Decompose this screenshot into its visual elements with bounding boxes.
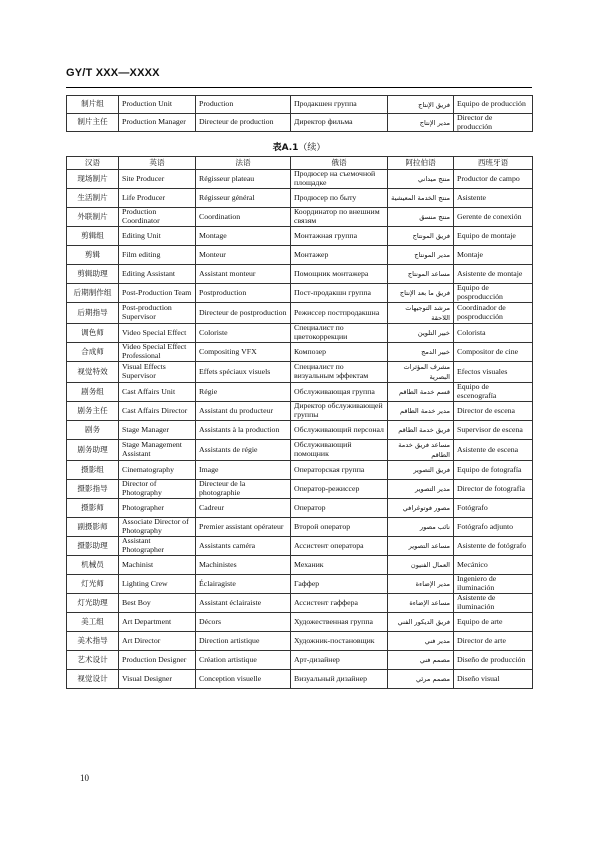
cell-french: Assistant monteur <box>196 265 291 284</box>
table-row <box>67 651 533 670</box>
cell-russian: Продюсер на съемочной площадке <box>291 170 388 189</box>
cell-spanish: Equipo de arte <box>454 613 533 632</box>
cell-french: Régisseur général <box>196 189 291 208</box>
cell-english: Director of Photography <box>119 480 196 499</box>
cell-spanish: Diseño de producción <box>454 651 533 670</box>
cell-russian: Композер <box>291 343 388 362</box>
table-row <box>67 670 533 689</box>
cell-french: Image <box>196 461 291 480</box>
header-arabic: 阿拉伯语 <box>388 157 454 170</box>
cell-chinese: 剪辑助理 <box>67 265 119 284</box>
cell-chinese: 艺术设计 <box>67 651 119 670</box>
cell-chinese: 生活制片 <box>67 189 119 208</box>
cell-arabic: مدير المونتاج <box>388 246 454 265</box>
table-row <box>67 594 533 613</box>
cell-russian: Ассистент оператора <box>291 537 388 556</box>
cell-english: Production Manager <box>119 114 196 132</box>
cell-french: Création artistique <box>196 651 291 670</box>
table-row <box>67 537 533 556</box>
cell-russian: Механик <box>291 556 388 575</box>
cell-russian: Художественная группа <box>291 613 388 632</box>
table-row <box>67 208 533 227</box>
cell-spanish: Asistente de escena <box>454 440 533 461</box>
cell-chinese: 现场制片 <box>67 170 119 189</box>
cell-russian: Монтажная группа <box>291 227 388 246</box>
cell-arabic: فريق خدمة الطاقم <box>388 421 454 440</box>
cell-spanish: Director de escena <box>454 402 533 421</box>
cell-russian: Директор обслуживающей группы <box>291 402 388 421</box>
cell-russian: Художник-постановщик <box>291 632 388 651</box>
cell-russian: Визуальный дизайнер <box>291 670 388 689</box>
cell-spanish: Director de fotografía <box>454 480 533 499</box>
table-row <box>67 383 533 402</box>
cell-chinese: 合成师 <box>67 343 119 362</box>
cell-english: Video Special Effect <box>119 324 196 343</box>
cell-arabic: فريق التصوير <box>388 461 454 480</box>
table-row <box>67 613 533 632</box>
table-row <box>67 402 533 421</box>
cell-arabic: مصور فوتوغرافي <box>388 499 454 518</box>
cell-french: Montage <box>196 227 291 246</box>
cell-arabic: مدير فني <box>388 632 454 651</box>
cell-french: Conception visuelle <box>196 670 291 689</box>
cell-chinese: 摄影助理 <box>67 537 119 556</box>
header-russian: 俄语 <box>291 157 388 170</box>
cell-english: Film editing <box>119 246 196 265</box>
cell-arabic: خبير التلوين <box>388 324 454 343</box>
cell-russian: Специалист по цветокоррекции <box>291 324 388 343</box>
cell-arabic: نائب مصور <box>388 518 454 537</box>
cell-english: Video Special Effect Professional <box>119 343 196 362</box>
cell-chinese: 制片主任 <box>67 114 119 132</box>
cell-french: Compositing VFX <box>196 343 291 362</box>
cell-russian: Пост-продакшн группа <box>291 284 388 303</box>
cell-russian: Обслуживающий персонал <box>291 421 388 440</box>
cell-english: Best Boy <box>119 594 196 613</box>
cell-spanish: Equipo de posproducción <box>454 284 533 303</box>
table-row <box>67 632 533 651</box>
cell-spanish: Ingeniero de iluminación <box>454 575 533 594</box>
cell-english: Production Designer <box>119 651 196 670</box>
cell-english: Cast Affairs Director <box>119 402 196 421</box>
cell-chinese: 剧务助理 <box>67 440 119 461</box>
cell-russian: Операторская группа <box>291 461 388 480</box>
table-row <box>67 518 533 537</box>
cell-russian: Продюсер по быту <box>291 189 388 208</box>
cell-english: Art Director <box>119 632 196 651</box>
cell-arabic: مشرف المؤثرات البصرية <box>388 362 454 383</box>
cell-arabic: مرشد التوجيهات اللاحقة <box>388 303 454 324</box>
cell-english: Cinematography <box>119 461 196 480</box>
cell-spanish: Fotógrafo <box>454 499 533 518</box>
cell-chinese: 剧务主任 <box>67 402 119 421</box>
cell-arabic: مصمم فني <box>388 651 454 670</box>
cell-english: Art Department <box>119 613 196 632</box>
table-row <box>67 343 533 362</box>
cell-arabic: مساعد الإضاءة <box>388 594 454 613</box>
cell-spanish: Director de producción <box>454 114 533 132</box>
cell-arabic: منتج ميداني <box>388 170 454 189</box>
cell-chinese: 摄影师 <box>67 499 119 518</box>
table-row <box>67 480 533 499</box>
cell-spanish: Equipo de montaje <box>454 227 533 246</box>
table-row <box>67 575 533 594</box>
cell-english: Associate Director of Photography <box>119 518 196 537</box>
header-spanish: 西班牙语 <box>454 157 533 170</box>
cell-spanish: Mecánico <box>454 556 533 575</box>
cell-english: Assistant Photographer <box>119 537 196 556</box>
cell-chinese: 机械员 <box>67 556 119 575</box>
cell-english: Production Unit <box>119 96 196 114</box>
table-row <box>67 362 533 383</box>
cell-french: Décors <box>196 613 291 632</box>
cell-spanish: Compositor de cine <box>454 343 533 362</box>
cell-arabic: منتج الخدمة المعيشية <box>388 189 454 208</box>
cell-chinese: 灯光师 <box>67 575 119 594</box>
cell-chinese: 摄影指导 <box>67 480 119 499</box>
cell-french: Régie <box>196 383 291 402</box>
cell-french: Postproduction <box>196 284 291 303</box>
cell-chinese: 剧务 <box>67 421 119 440</box>
cell-arabic: مساعد المونتاج <box>388 265 454 284</box>
cell-arabic: فريق المونتاج <box>388 227 454 246</box>
cell-spanish: Gerente de conexión <box>454 208 533 227</box>
cell-spanish: Montaje <box>454 246 533 265</box>
cell-french: Directeur de postproduction <box>196 303 291 324</box>
header-english: 英语 <box>119 157 196 170</box>
cell-chinese: 摄影组 <box>67 461 119 480</box>
table-row <box>67 303 533 324</box>
cell-english: Post-Production Team <box>119 284 196 303</box>
cell-french: Direction artistique <box>196 632 291 651</box>
cell-russian: Обслуживающая группа <box>291 383 388 402</box>
cell-french: Production <box>196 96 291 114</box>
cell-chinese: 剧务组 <box>67 383 119 402</box>
cell-arabic: مدير الإنتاج <box>388 114 454 132</box>
cell-arabic: مساعد فريق خدمة الطاقم <box>388 440 454 461</box>
table-row <box>67 556 533 575</box>
cell-english: Life Producer <box>119 189 196 208</box>
cell-chinese: 后期制作组 <box>67 284 119 303</box>
cell-english: Cast Affairs Unit <box>119 383 196 402</box>
cell-chinese: 副摄影师 <box>67 518 119 537</box>
top-table-body <box>67 96 533 132</box>
table-row <box>67 421 533 440</box>
cell-english: Photographer <box>119 499 196 518</box>
cell-french: Directeur de production <box>196 114 291 132</box>
cell-french: Cadreur <box>196 499 291 518</box>
cell-arabic: قسم خدمة الطاقم <box>388 383 454 402</box>
cell-arabic: مدير الإضاءة <box>388 575 454 594</box>
cell-french: Assistant éclairaiste <box>196 594 291 613</box>
cell-chinese: 后期指导 <box>67 303 119 324</box>
cell-spanish: Equipo de escenografía <box>454 383 533 402</box>
table-row <box>67 284 533 303</box>
table-caption-number: 表A.1 <box>272 143 299 153</box>
cell-russian: Координатор по внешним связям <box>291 208 388 227</box>
cell-english: Editing Unit <box>119 227 196 246</box>
table-row <box>67 499 533 518</box>
cell-chinese: 剪辑组 <box>67 227 119 246</box>
table-row <box>67 461 533 480</box>
cell-spanish: Coordinador de posproducción <box>454 303 533 324</box>
cell-chinese: 美术指导 <box>67 632 119 651</box>
cell-russian: Оператор <box>291 499 388 518</box>
cell-spanish: Asistente de fotógrafo <box>454 537 533 556</box>
cell-arabic: مصمم مرئي <box>388 670 454 689</box>
cell-russian: Режиссер постпродакшна <box>291 303 388 324</box>
cell-chinese: 剪辑 <box>67 246 119 265</box>
header-french: 法语 <box>196 157 291 170</box>
cell-french: Premier assistant opérateur <box>196 518 291 537</box>
cell-arabic: فريق ما بعد الإنتاج <box>388 284 454 303</box>
cell-spanish: Supervisor de escena <box>454 421 533 440</box>
cell-english: Visual Designer <box>119 670 196 689</box>
cell-english: Site Producer <box>119 170 196 189</box>
cell-english: Visual Effects Supervisor <box>119 362 196 383</box>
cell-russian: Арт-дизайнер <box>291 651 388 670</box>
cell-russian: Монтажер <box>291 246 388 265</box>
cell-french: Éclairagiste <box>196 575 291 594</box>
cell-french: Coordination <box>196 208 291 227</box>
cell-russian: Обслуживающий помощник <box>291 440 388 461</box>
table-row <box>67 227 533 246</box>
cell-spanish: Director de arte <box>454 632 533 651</box>
cell-russian: Специалист по визуальным эффектам <box>291 362 388 383</box>
cell-english: Lighting Crew <box>119 575 196 594</box>
page-number: 10 <box>80 773 89 783</box>
cell-english: Production Coordinator <box>119 208 196 227</box>
cell-spanish: Efectos visuales <box>454 362 533 383</box>
table-row <box>67 440 533 461</box>
cell-french: Effets spéciaux visuels <box>196 362 291 383</box>
cell-russian: Гаффер <box>291 575 388 594</box>
cell-french: Coloriste <box>196 324 291 343</box>
cell-chinese: 调色师 <box>67 324 119 343</box>
cell-chinese: 灯光助理 <box>67 594 119 613</box>
cell-arabic: فريق الإنتاج <box>388 96 454 114</box>
glossary-table <box>66 156 533 689</box>
cell-spanish: Productor de campo <box>454 170 533 189</box>
cell-chinese: 美工组 <box>67 613 119 632</box>
cell-spanish: Colorista <box>454 324 533 343</box>
cell-french: Assistant du producteur <box>196 402 291 421</box>
cell-chinese: 外联制片 <box>67 208 119 227</box>
cell-spanish: Diseño visual <box>454 670 533 689</box>
cell-arabic: مدير التصوير <box>388 480 454 499</box>
document-code: GY/T XXX—XXXX <box>66 67 160 79</box>
cell-french: Machinistes <box>196 556 291 575</box>
cell-chinese: 视觉特效 <box>67 362 119 383</box>
cell-arabic: العمال الفنيون <box>388 556 454 575</box>
cell-russian: Помощник монтажера <box>291 265 388 284</box>
cell-english: Stage Manager <box>119 421 196 440</box>
cell-arabic: منتج منسق <box>388 208 454 227</box>
header-chinese: 汉语 <box>67 157 119 170</box>
table-row <box>67 96 533 114</box>
cell-english: Editing Assistant <box>119 265 196 284</box>
cell-arabic: خبير الدمج <box>388 343 454 362</box>
cell-french: Assistants caméra <box>196 537 291 556</box>
table-caption-suffix: （续） <box>298 143 326 153</box>
cell-french: Assistants de régie <box>196 440 291 461</box>
header-rule <box>66 87 532 88</box>
cell-english: Stage Management Assistant <box>119 440 196 461</box>
continued-top-table <box>66 95 533 132</box>
cell-russian: Директор фильма <box>291 114 388 132</box>
cell-english: Machinist <box>119 556 196 575</box>
cell-chinese: 视觉设计 <box>67 670 119 689</box>
table-row <box>67 170 533 189</box>
cell-english: Post-production Supervisor <box>119 303 196 324</box>
table-row <box>67 324 533 343</box>
cell-french: Régisseur plateau <box>196 170 291 189</box>
cell-russian: Ассистент гаффера <box>291 594 388 613</box>
cell-spanish: Equipo de fotografía <box>454 461 533 480</box>
table-row <box>67 114 533 132</box>
cell-arabic: فريق الديكور الفني <box>388 613 454 632</box>
glossary-table-body <box>67 170 533 689</box>
table-row <box>67 246 533 265</box>
table-row <box>67 265 533 284</box>
cell-french: Directeur de la photographie <box>196 480 291 499</box>
cell-russian: Оператор-режиссер <box>291 480 388 499</box>
cell-french: Monteur <box>196 246 291 265</box>
cell-russian: Второй оператор <box>291 518 388 537</box>
cell-chinese: 制片组 <box>67 96 119 114</box>
cell-french: Assistants à la production <box>196 421 291 440</box>
cell-spanish: Asistente de montaje <box>454 265 533 284</box>
table-row <box>67 189 533 208</box>
cell-spanish: Asistente <box>454 189 533 208</box>
cell-arabic: مدير خدمة الطاقم <box>388 402 454 421</box>
cell-spanish: Asistente de iluminación <box>454 594 533 613</box>
table-caption <box>66 140 532 153</box>
cell-arabic: مساعد التصوير <box>388 537 454 556</box>
cell-spanish: Equipo de producción <box>454 96 533 114</box>
table-header-row <box>67 157 533 170</box>
cell-spanish: Fotógrafo adjunto <box>454 518 533 537</box>
cell-russian: Продакшен группа <box>291 96 388 114</box>
